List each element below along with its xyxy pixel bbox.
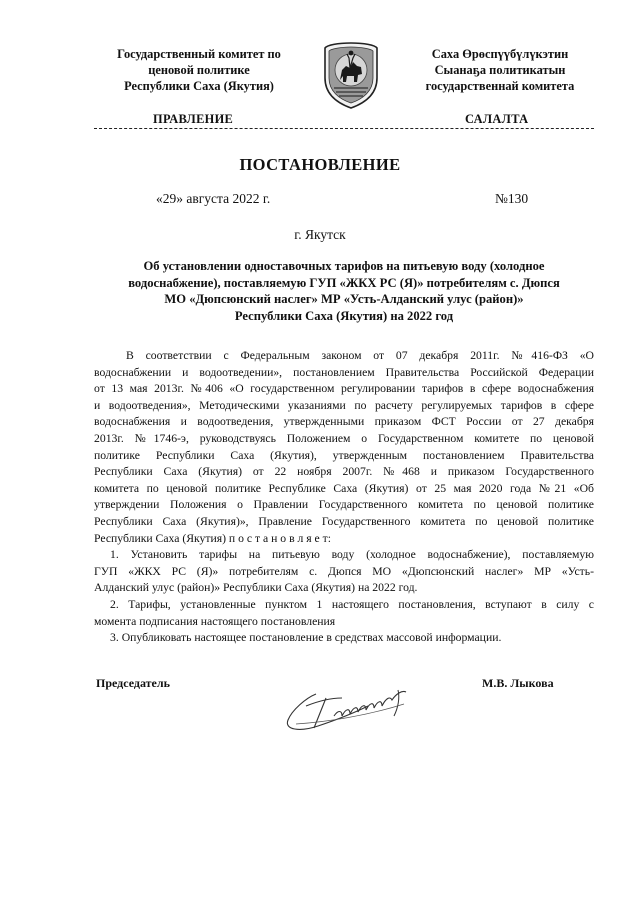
body-line: Алданский улус (район)» Республики Саха (Якутия) на 2022 год. — [94, 581, 418, 595]
header-divider — [94, 128, 594, 129]
item-2-paragraph — [94, 597, 594, 630]
item-3-paragraph — [94, 630, 594, 647]
document-title: ПОСТАНОВЛЕНИЕ — [239, 155, 401, 174]
header-right-line: Сыанаҕа политикатын — [434, 63, 566, 77]
body-line: 2013г. №1746-э, руководствуясь Положением о Государственном комитете по ценовой — [94, 431, 594, 445]
subject-line: Республики Саха (Якутия) на 2022 год — [234, 308, 454, 323]
body-line: и водоотведения», Методическими указаниями по расчету регулируемых тарифов в сфере — [94, 398, 594, 412]
item-1-paragraph — [94, 547, 594, 597]
document-body — [94, 348, 594, 647]
document-number: №130 — [495, 191, 529, 206]
body-line: водоснабжения и водоотведения, утвержденными приказом ФСТ России от 27 декабря — [94, 415, 594, 429]
body-line: Республики Саха (Якутия) от 22 ноября 2007г. №468 и приказом Государственного — [94, 465, 594, 479]
header-left-subtitle: ПРАВЛЕНИЕ — [153, 112, 234, 126]
body-line: 3. Опубликовать настоящее постановление в средствах массовой информации. — [110, 631, 502, 645]
coat-of-arms-icon — [320, 40, 382, 110]
body-line: водоснабжении и водоотведении», постановлением Правительства Российской Федерации — [94, 365, 594, 379]
signatory-name: М.В. Лыкова — [482, 676, 554, 690]
body-line: 1. Установить тарифы на питьевую воду (холодное водоснабжение), поставляемую — [110, 548, 594, 562]
header-left-line: Республики Саха (Якутия) — [124, 79, 274, 93]
header-left-line: Государственный комитет по — [117, 47, 281, 61]
preamble-paragraph — [94, 348, 594, 547]
header-right-org — [395, 46, 605, 94]
header-right-line: Саха Өрөспүүбүлүкэтин — [431, 47, 569, 61]
body-line: момента подписания настоящего постановления — [94, 614, 336, 628]
body-line: ГУП «ЖКХ РС (Я)» потребителям с. Дюпся МО «Дюпсюнский наслег» МР «Усть- — [94, 564, 594, 578]
header-left-org — [94, 46, 304, 94]
document-date: «29» августа 2022 г. — [156, 191, 271, 206]
body-line: Республики Саха (Якутия)», Правление Государственного комитета по ценовой политике — [94, 514, 594, 528]
document-subject — [94, 258, 594, 324]
subject-line: водоснабжение), поставляемую ГУП «ЖКХ РС (Я)» потребителям с. Дюпся — [128, 275, 560, 290]
subject-line: Об установлении одноставочных тарифов на питьевую воду (холодное — [143, 259, 545, 273]
body-line: В соответствии с Федеральным законом от 07 декабря 2011г. №416-ФЗ «О — [126, 349, 594, 362]
header-right-line: государственнай комитета — [425, 79, 575, 93]
body-line: утверждении Положения о Правлении Государственного комитета по ценовой политике — [94, 498, 594, 512]
body-line: от 13 мая 2013г. №406 «О государственном регулировании тарифов в сфере водоснабжения — [94, 382, 594, 396]
body-line: комитета по ценовой политике Республике Саха (Якутия) от 25 мая 2020 года №21 «Об — [94, 481, 594, 495]
subject-line: МО «Дюпсюнский наслег» МР «Усть-Алданский улус (район)» — [164, 292, 524, 307]
header-right-subtitle: САЛАЛТА — [465, 112, 529, 126]
signature-icon — [276, 676, 426, 738]
header-left-line: ценовой политике — [148, 63, 250, 77]
body-line: политике Республики Саха (Якутия), утвержденным постановлением Правительства — [94, 448, 594, 462]
signatory-position: Председатель — [96, 676, 170, 690]
body-line: Республики Саха (Якутия) п о с т а н о в л я е т: — [94, 531, 332, 545]
document-city: г. Якутск — [294, 227, 346, 242]
body-line: 2. Тарифы, установленные пунктом 1 настоящего постановления, вступают в силу с — [110, 597, 594, 611]
